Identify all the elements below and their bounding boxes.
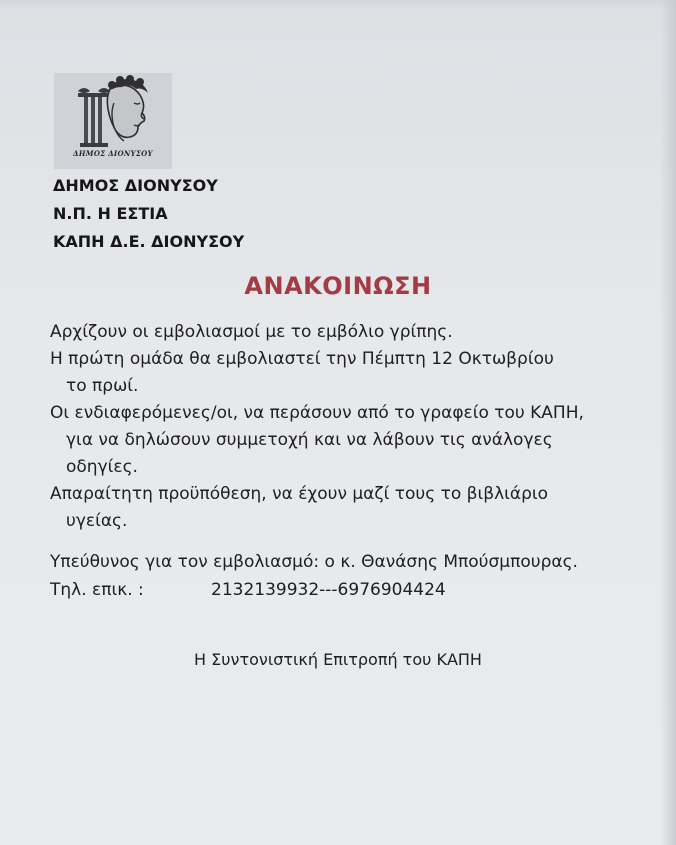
notice-line: Η πρώτη ομάδα θα εμβολιαστεί την Πέμπτη 12 Οκτωβρίου (50, 349, 554, 369)
notice-line: για να δηλώσουν συμμετοχή και να λάβουν τις ανάλογες (66, 430, 553, 450)
phone-label: Τηλ. επικ. : (50, 580, 144, 600)
notice-line: Απαραίτητη προϋπόθεση, να έχουν μαζί τους το βιβλιάριο (50, 484, 549, 504)
signature: Η Συντονιστική Επιτροπή του ΚΑΠΗ (194, 650, 482, 669)
org-line-municipality: ΔΗΜΟΣ ΔΙΟΝΥΣΟΥ (53, 176, 218, 195)
phone-numbers: 2132139932---6976904424 (211, 580, 446, 600)
notice-line: οδηγίες. (66, 457, 138, 477)
dionysus-head-column-icon (54, 73, 172, 151)
notice-line: το πρωί. (66, 376, 139, 396)
logo-caption: ΔΗΜΟΣ ΔΙΟΝΥΣΟΥ (73, 149, 153, 158)
municipality-logo (54, 73, 172, 169)
notice-line: Οι ενδιαφερόμενες/οι, να περάσουν από το γραφείο του ΚΑΠΗ, (50, 403, 584, 423)
notice-title: ΑΝΑΚΟΙΝΩΣΗ (244, 272, 432, 300)
paper-shadow-right (660, 0, 676, 845)
org-line-kapi: ΚΑΠΗ Δ.Ε. ΔΙΟΝΥΣΟΥ (53, 232, 245, 251)
org-line-legal-entity: Ν.Π. Η ΕΣΤΙΑ (53, 204, 168, 223)
notice-line: Αρχίζουν οι εμβολιασμοί με το εμβόλιο γρίπης. (50, 322, 453, 342)
responsible-person: Υπεύθυνος για τον εμβολιασμό: ο κ. Θανάσης Μπούσμπουρας. (50, 552, 578, 572)
notice-line: υγείας. (66, 511, 128, 531)
paper-shadow-top (0, 0, 676, 10)
